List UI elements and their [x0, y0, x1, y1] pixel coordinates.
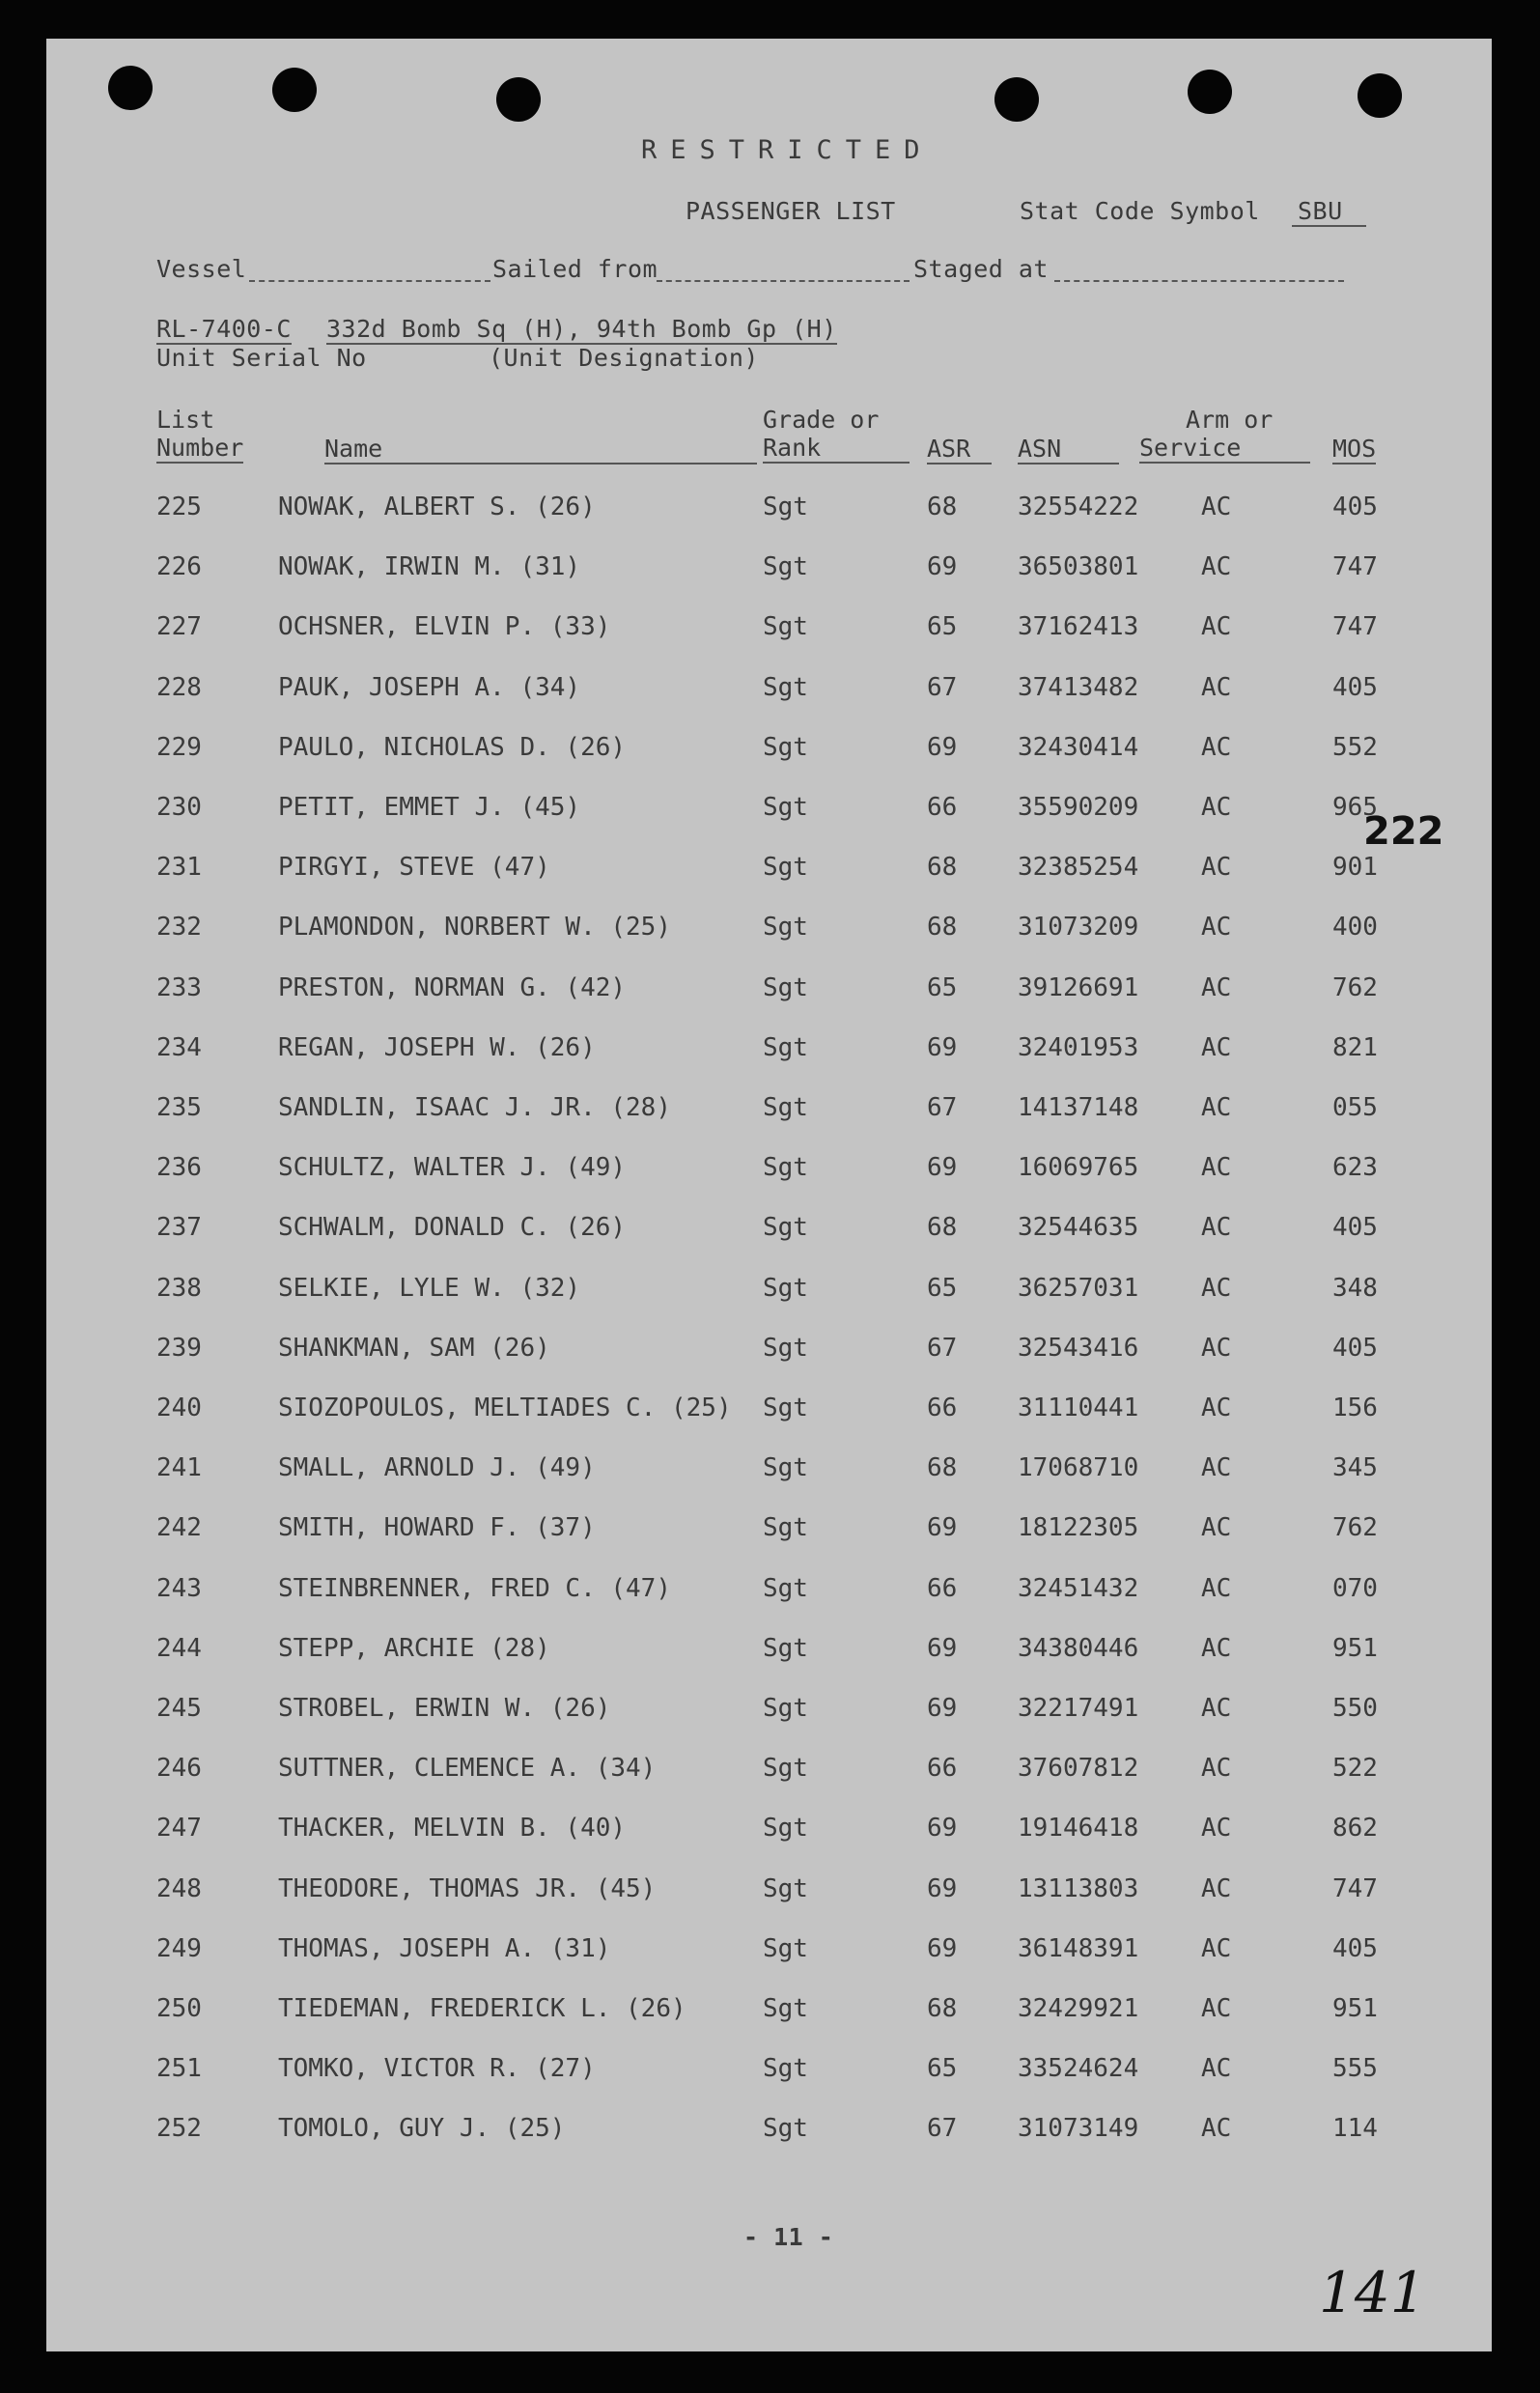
cell-grade: Sgt [763, 1573, 808, 1603]
document-page [46, 39, 1492, 2351]
cell-asr: 69 [927, 1032, 958, 1062]
table-row [46, 673, 1492, 712]
cell-arm: AC [1201, 1213, 1232, 1243]
cell-asr: 69 [927, 552, 958, 582]
table-row [46, 1574, 1492, 1613]
cell-mos: 747 [1332, 552, 1378, 582]
cell-arm: AC [1201, 1273, 1232, 1303]
punch-hole [994, 77, 1039, 122]
cell-name: TIEDEMAN, FREDERICK L. (26) [278, 1994, 686, 2023]
cell-num: 249 [156, 1933, 202, 1963]
cell-asn: 35590209 [1018, 793, 1139, 822]
cell-asn: 36148391 [1018, 1933, 1139, 1963]
cell-mos: 405 [1332, 493, 1378, 521]
cell-name: SHANKMAN, SAM (26) [278, 1333, 550, 1363]
table-row [46, 2114, 1492, 2153]
cell-asr: 69 [927, 1633, 958, 1663]
cell-mos: 762 [1332, 1513, 1378, 1543]
cell-name: PRESTON, NORMAN G. (42) [278, 972, 627, 1002]
cell-mos: 345 [1332, 1453, 1378, 1483]
cell-asn: 31110441 [1018, 1394, 1139, 1422]
cell-mos: 762 [1332, 972, 1378, 1002]
cell-asr: 66 [927, 1394, 958, 1422]
table-row [46, 612, 1492, 651]
cell-mos: 070 [1332, 1573, 1378, 1603]
cell-grade: Sgt [763, 1513, 808, 1543]
cell-num: 234 [156, 1032, 202, 1062]
cell-arm: AC [1201, 1453, 1232, 1483]
cell-name: SMALL, ARNOLD J. (49) [278, 1453, 596, 1483]
cell-asr: 66 [927, 793, 958, 822]
table-row [46, 913, 1492, 951]
cell-mos: 965 [1332, 793, 1378, 822]
col-header-list-number: List Number [156, 406, 244, 462]
cell-asr: 66 [927, 1754, 958, 1784]
cell-grade: Sgt [763, 1273, 808, 1303]
cell-arm: AC [1201, 972, 1232, 1002]
cell-grade: Sgt [763, 793, 808, 822]
cell-grade: Sgt [763, 732, 808, 762]
cell-asn: 32217491 [1018, 1694, 1139, 1723]
table-row [46, 1334, 1492, 1372]
cell-name: STEINBRENNER, FRED C. (47) [278, 1573, 671, 1603]
table-row [46, 1153, 1492, 1192]
cell-name: REGAN, JOSEPH W. (26) [278, 1032, 596, 1062]
unit-serial-label: Unit Serial No [156, 344, 367, 372]
cell-mos: 156 [1332, 1394, 1378, 1422]
table-row [46, 1634, 1492, 1673]
cell-mos: 747 [1332, 1873, 1378, 1903]
cell-arm: AC [1201, 552, 1232, 582]
cell-arm: AC [1201, 493, 1232, 521]
cell-num: 245 [156, 1694, 202, 1723]
cell-name: SCHWALM, DONALD C. (26) [278, 1213, 627, 1243]
table-row [46, 1213, 1492, 1252]
passenger-list-title: PASSENGER LIST [686, 197, 896, 225]
unit-designation-label: (Unit Designation) [489, 344, 759, 372]
cell-grade: Sgt [763, 972, 808, 1002]
cell-num: 247 [156, 1814, 202, 1844]
cell-asn: 32385254 [1018, 853, 1139, 883]
table-row [46, 1093, 1492, 1132]
cell-asr: 68 [927, 493, 958, 521]
cell-mos: 623 [1332, 1153, 1378, 1183]
cell-name: TOMOLO, GUY J. (25) [278, 2114, 566, 2144]
cell-name: NOWAK, ALBERT S. (26) [278, 493, 596, 521]
cell-num: 252 [156, 2114, 202, 2144]
table-row [46, 793, 1492, 831]
cell-arm: AC [1201, 1093, 1232, 1122]
handwritten-page-number: 141 [1319, 2260, 1426, 2325]
cell-arm: AC [1201, 1573, 1232, 1603]
cell-arm: AC [1201, 2114, 1232, 2144]
cell-asr: 69 [927, 1814, 958, 1844]
table-row [46, 733, 1492, 772]
cell-asr: 65 [927, 612, 958, 642]
cell-grade: Sgt [763, 1032, 808, 1062]
table-row [46, 1994, 1492, 2033]
cell-asn: 31073209 [1018, 913, 1139, 943]
cell-name: PLAMONDON, NORBERT W. (25) [278, 913, 671, 943]
cell-asr: 65 [927, 972, 958, 1002]
table-row [46, 2054, 1492, 2093]
table-row [46, 1033, 1492, 1072]
punch-hole [108, 66, 153, 110]
vessel-blank [249, 276, 490, 282]
table-row [46, 1814, 1492, 1852]
cell-arm: AC [1201, 1754, 1232, 1784]
table-row [46, 1513, 1492, 1552]
cell-grade: Sgt [763, 1213, 808, 1243]
cell-name: THEODORE, THOMAS JR. (45) [278, 1873, 657, 1903]
cell-grade: Sgt [763, 2114, 808, 2144]
col-header-asn: ASN [1018, 435, 1119, 465]
cell-arm: AC [1201, 1633, 1232, 1663]
table-row [46, 1694, 1492, 1732]
stat-code-label: Stat Code Symbol [1020, 197, 1260, 225]
table-row [46, 493, 1492, 531]
unit-serial-value: RL-7400-C [156, 315, 292, 343]
cell-grade: Sgt [763, 1814, 808, 1844]
cell-arm: AC [1201, 1873, 1232, 1903]
cell-name: SMITH, HOWARD F. (37) [278, 1513, 596, 1543]
col-header-mos: MOS [1332, 435, 1377, 463]
cell-asr: 68 [927, 1994, 958, 2023]
cell-num: 231 [156, 853, 202, 883]
cell-asn: 32543416 [1018, 1333, 1139, 1363]
cell-asn: 14137148 [1018, 1093, 1139, 1122]
cell-arm: AC [1201, 612, 1232, 642]
cell-asn: 37607812 [1018, 1754, 1139, 1784]
cell-asn: 33524624 [1018, 2054, 1139, 2084]
unit-designation-value: 332d Bomb Sq (H), 94th Bomb Gp (H) [326, 315, 837, 343]
cell-asn: 32401953 [1018, 1032, 1139, 1062]
cell-arm: AC [1201, 913, 1232, 943]
cell-mos: 405 [1332, 1933, 1378, 1963]
cell-name: PAULO, NICHOLAS D. (26) [278, 732, 627, 762]
cell-grade: Sgt [763, 913, 808, 943]
cell-asr: 68 [927, 913, 958, 943]
cell-mos: 821 [1332, 1032, 1378, 1062]
cell-asn: 19146418 [1018, 1814, 1139, 1844]
cell-mos: 951 [1332, 1994, 1378, 2023]
cell-asn: 36503801 [1018, 552, 1139, 582]
cell-asr: 65 [927, 2054, 958, 2084]
cell-num: 238 [156, 1273, 202, 1303]
col-header-name: Name [324, 435, 757, 465]
sailed-from-label: Sailed from [492, 255, 658, 283]
cell-arm: AC [1201, 2054, 1232, 2084]
cell-name: SELKIE, LYLE W. (32) [278, 1273, 581, 1303]
cell-arm: AC [1201, 1032, 1232, 1062]
cell-asn: 36257031 [1018, 1273, 1139, 1303]
cell-name: SANDLIN, ISAAC J. JR. (28) [278, 1093, 671, 1122]
cell-name: STROBEL, ERWIN W. (26) [278, 1694, 611, 1723]
cell-asn: 13113803 [1018, 1873, 1139, 1903]
cell-mos: 114 [1332, 2114, 1378, 2144]
cell-num: 225 [156, 493, 202, 521]
cell-mos: 951 [1332, 1633, 1378, 1663]
punch-hole [272, 68, 317, 112]
cell-num: 241 [156, 1453, 202, 1483]
cell-mos: 862 [1332, 1814, 1378, 1844]
cell-grade: Sgt [763, 1394, 808, 1422]
cell-num: 250 [156, 1994, 202, 2023]
cell-asn: 39126691 [1018, 972, 1139, 1002]
table-row [46, 1874, 1492, 1913]
cell-num: 235 [156, 1093, 202, 1122]
cell-asr: 67 [927, 672, 958, 702]
cell-num: 242 [156, 1513, 202, 1543]
cell-grade: Sgt [763, 1994, 808, 2023]
cell-asn: 32429921 [1018, 1994, 1139, 2023]
cell-asn: 31073149 [1018, 2114, 1139, 2144]
table-row [46, 1274, 1492, 1312]
cell-arm: AC [1201, 672, 1232, 702]
cell-num: 251 [156, 2054, 202, 2084]
cell-grade: Sgt [763, 1633, 808, 1663]
cell-name: THOMAS, JOSEPH A. (31) [278, 1933, 611, 1963]
cell-mos: 552 [1332, 732, 1378, 762]
cell-arm: AC [1201, 853, 1232, 883]
punch-hole [1188, 70, 1232, 114]
cell-num: 244 [156, 1633, 202, 1663]
cell-arm: AC [1201, 1513, 1232, 1543]
cell-arm: AC [1201, 732, 1232, 762]
cell-grade: Sgt [763, 552, 808, 582]
document-title: RESTRICTED [641, 135, 934, 165]
page-number: - 11 - [743, 2223, 834, 2251]
cell-grade: Sgt [763, 612, 808, 642]
cell-asr: 68 [927, 1213, 958, 1243]
staged-at-blank [1054, 276, 1344, 282]
cell-asr: 67 [927, 1333, 958, 1363]
cell-arm: AC [1201, 1153, 1232, 1183]
cell-asn: 32554222 [1018, 493, 1139, 521]
table-row [46, 853, 1492, 891]
cell-asn: 32544635 [1018, 1213, 1139, 1243]
cell-name: PAUK, JOSEPH A. (34) [278, 672, 581, 702]
cell-grade: Sgt [763, 1333, 808, 1363]
cell-asr: 69 [927, 1933, 958, 1963]
cell-asn: 18122305 [1018, 1513, 1139, 1543]
cell-asr: 67 [927, 2114, 958, 2144]
table-row [46, 973, 1492, 1012]
cell-arm: AC [1201, 1814, 1232, 1844]
cell-num: 239 [156, 1333, 202, 1363]
cell-arm: AC [1201, 1333, 1232, 1363]
cell-grade: Sgt [763, 493, 808, 521]
cell-num: 246 [156, 1754, 202, 1784]
cell-mos: 522 [1332, 1754, 1378, 1784]
punch-hole [1358, 73, 1402, 118]
cell-mos: 405 [1332, 1333, 1378, 1363]
col-header-arm: Arm or Service [1139, 406, 1310, 464]
cell-grade: Sgt [763, 1153, 808, 1183]
cell-name: NOWAK, IRWIN M. (31) [278, 552, 581, 582]
cell-asr: 69 [927, 1694, 958, 1723]
cell-asr: 69 [927, 732, 958, 762]
cell-grade: Sgt [763, 1933, 808, 1963]
cell-num: 240 [156, 1394, 202, 1422]
table-row [46, 552, 1492, 591]
cell-asr: 65 [927, 1273, 958, 1303]
cell-num: 227 [156, 612, 202, 642]
cell-asn: 17068710 [1018, 1453, 1139, 1483]
cell-num: 230 [156, 793, 202, 822]
cell-asn: 37413482 [1018, 672, 1139, 702]
cell-grade: Sgt [763, 1754, 808, 1784]
cell-asr: 68 [927, 853, 958, 883]
cell-grade: Sgt [763, 1873, 808, 1903]
table-row [46, 1394, 1492, 1432]
cell-arm: AC [1201, 793, 1232, 822]
cell-mos: 348 [1332, 1273, 1378, 1303]
cell-name: PIRGYI, STEVE (47) [278, 853, 550, 883]
cell-num: 248 [156, 1873, 202, 1903]
cell-num: 226 [156, 552, 202, 582]
stat-code-value: SBU [1292, 197, 1366, 227]
cell-arm: AC [1201, 1394, 1232, 1422]
cell-grade: Sgt [763, 1453, 808, 1483]
table-row [46, 1934, 1492, 1973]
cell-mos: 405 [1332, 1213, 1378, 1243]
cell-num: 233 [156, 972, 202, 1002]
cell-num: 237 [156, 1213, 202, 1243]
cell-arm: AC [1201, 1933, 1232, 1963]
cell-num: 228 [156, 672, 202, 702]
cell-num: 236 [156, 1153, 202, 1183]
table-row [46, 1453, 1492, 1492]
cell-asr: 69 [927, 1873, 958, 1903]
cell-grade: Sgt [763, 2054, 808, 2084]
cell-arm: AC [1201, 1994, 1232, 2023]
cell-grade: Sgt [763, 672, 808, 702]
cell-grade: Sgt [763, 853, 808, 883]
table-row [46, 1754, 1492, 1792]
cell-asn: 32430414 [1018, 732, 1139, 762]
cell-name: PETIT, EMMET J. (45) [278, 793, 581, 822]
cell-name: SIOZOPOULOS, MELTIADES C. (25) [278, 1394, 732, 1422]
cell-num: 232 [156, 913, 202, 943]
vessel-label: Vessel [156, 255, 247, 283]
cell-name: STEPP, ARCHIE (28) [278, 1633, 550, 1663]
cell-asn: 16069765 [1018, 1153, 1139, 1183]
cell-mos: 555 [1332, 2054, 1378, 2084]
col-header-grade: Grade or Rank [763, 406, 910, 464]
cell-name: THACKER, MELVIN B. (40) [278, 1814, 627, 1844]
stamp-number: 222 [1363, 809, 1444, 854]
cell-mos: 405 [1332, 672, 1378, 702]
cell-mos: 550 [1332, 1694, 1378, 1723]
cell-asr: 69 [927, 1513, 958, 1543]
cell-num: 229 [156, 732, 202, 762]
staged-at-label: Staged at [913, 255, 1049, 283]
cell-mos: 055 [1332, 1093, 1378, 1122]
cell-name: TOMKO, VICTOR R. (27) [278, 2054, 596, 2084]
col-header-asr: ASR [927, 435, 992, 465]
sailed-from-blank [657, 276, 910, 282]
cell-asr: 68 [927, 1453, 958, 1483]
cell-asr: 66 [927, 1573, 958, 1603]
cell-mos: 747 [1332, 612, 1378, 642]
cell-asn: 34380446 [1018, 1633, 1139, 1663]
cell-name: SCHULTZ, WALTER J. (49) [278, 1153, 627, 1183]
cell-name: SUTTNER, CLEMENCE A. (34) [278, 1754, 657, 1784]
cell-asr: 69 [927, 1153, 958, 1183]
punch-hole [496, 77, 541, 122]
cell-num: 243 [156, 1573, 202, 1603]
cell-grade: Sgt [763, 1093, 808, 1122]
cell-arm: AC [1201, 1694, 1232, 1723]
cell-grade: Sgt [763, 1694, 808, 1723]
cell-mos: 901 [1332, 853, 1378, 883]
cell-asn: 37162413 [1018, 612, 1139, 642]
cell-asr: 67 [927, 1093, 958, 1122]
cell-mos: 400 [1332, 913, 1378, 943]
cell-asn: 32451432 [1018, 1573, 1139, 1603]
cell-name: OCHSNER, ELVIN P. (33) [278, 612, 611, 642]
